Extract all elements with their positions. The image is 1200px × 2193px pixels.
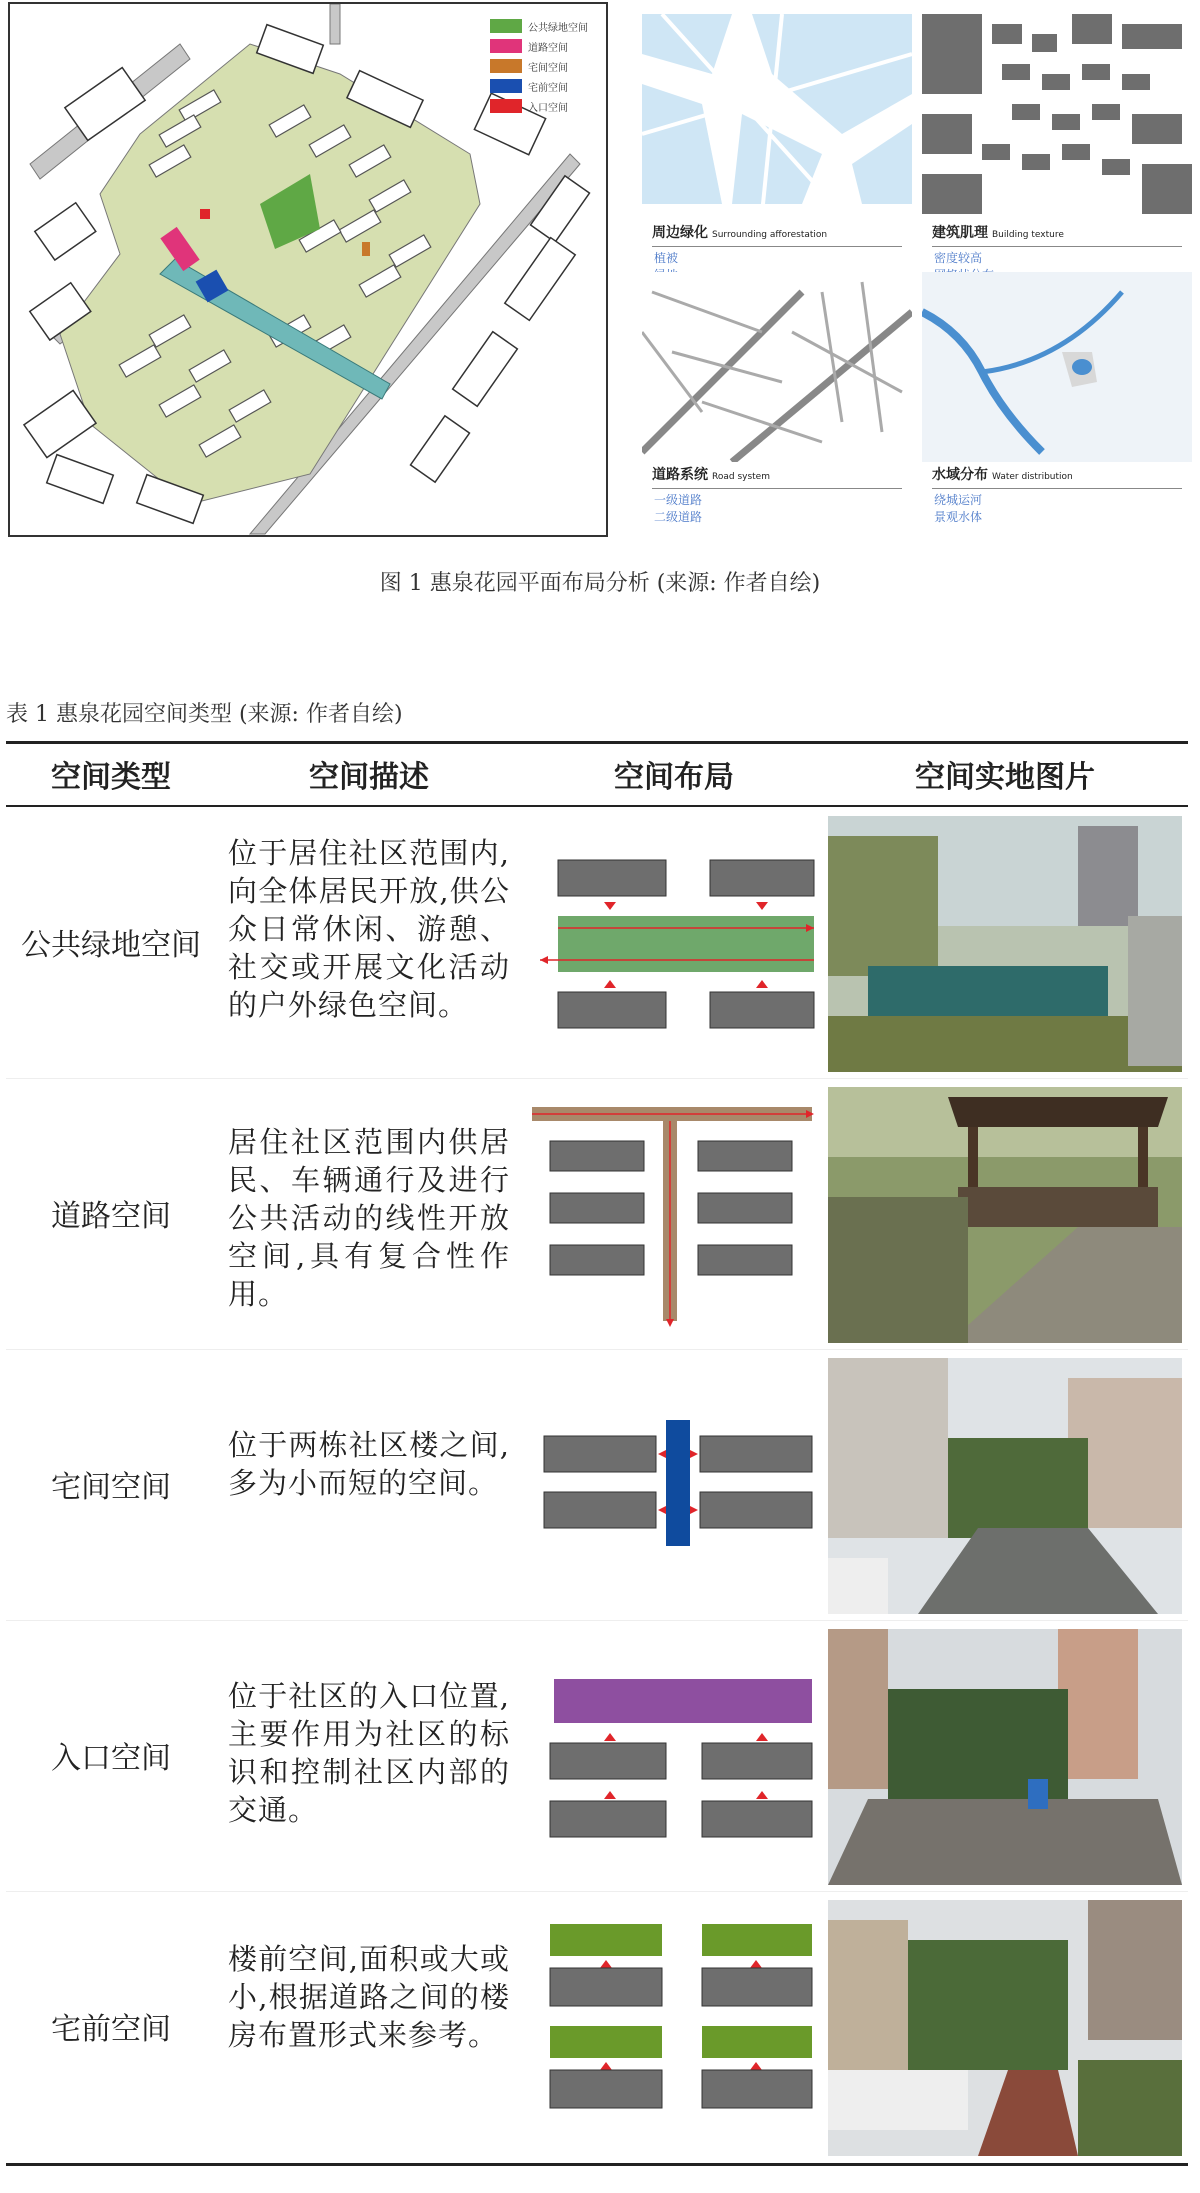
site-photo-road (828, 1087, 1182, 1343)
header-space-layout: 空间布局 (614, 760, 734, 795)
legend-item (490, 96, 588, 116)
legend-label: 宅前空间 (528, 82, 568, 94)
legend-label: 道路空间 (528, 42, 568, 54)
table-bottom-rule (6, 2163, 1188, 2166)
row-space-description: 位于居住社区范围内,向全体居民开放,供公众日常休闲、游憩、社交或开展文化活动的户外绿色空间。 (228, 836, 510, 1022)
road-system-map (642, 272, 912, 462)
panel-note: 二级道路 (654, 510, 703, 524)
legend-item (490, 76, 588, 96)
site-plan-map (8, 2, 608, 537)
row-space-description: 位于两栋社区楼之间,多为小而短的空间。 (228, 1428, 510, 1500)
panel-divider (932, 246, 1182, 247)
figure-caption: 图 1 惠泉花园平面布局分析 (来源: 作者自绘) (379, 571, 821, 596)
panel-title: 周边绿化 Surrounding afforestation (652, 225, 828, 241)
layout-diagram-front-of-building (530, 1902, 818, 2142)
panel-divider (652, 246, 902, 247)
legend-label: 公共绿地空间 (528, 22, 588, 34)
panel-note: 密度较高 (934, 251, 983, 265)
legend-item (490, 56, 588, 76)
row-divider (6, 1620, 1188, 1621)
site-photo-between-buildings (828, 1358, 1182, 1614)
legend-swatch (490, 19, 522, 33)
row-space-type: 入口空间 (51, 1741, 171, 1776)
panel-divider (932, 488, 1182, 489)
legend-swatch (490, 39, 522, 53)
layout-diagram-between-buildings (530, 1360, 818, 1600)
table-top-rule (6, 741, 1188, 744)
table-row (0, 1896, 1200, 2158)
panel-note: 植被 (654, 251, 679, 265)
panel-title: 水域分布 Water distribution (932, 467, 1073, 483)
row-space-type: 公共绿地空间 (21, 928, 201, 963)
legend-label: 入口空间 (528, 102, 568, 114)
panel-afforestation (642, 14, 912, 284)
legend-item (490, 36, 588, 56)
panel-notes (934, 492, 982, 526)
row-space-description: 楼前空间,面积或大或小,根据道路之间的楼房布置形式来参考。 (228, 1942, 510, 2052)
panel-title: 建筑肌理 Building texture (932, 225, 1064, 241)
table-row (0, 1625, 1200, 1887)
header-site-photo: 空间实地图片 (915, 760, 1095, 795)
header-space-description: 空间描述 (309, 760, 429, 795)
map-legend (490, 16, 588, 116)
layout-diagram-road (530, 1089, 818, 1329)
legend-swatch (490, 79, 522, 93)
table-row (0, 1083, 1200, 1345)
panel-building-texture (922, 14, 1192, 284)
table-header-rule (6, 805, 1188, 807)
panel-water-distribution (922, 272, 1192, 542)
site-photo-front-of-building (828, 1900, 1182, 2156)
panel-note: 一级道路 (654, 493, 703, 507)
legend-swatch (490, 59, 522, 73)
panel-title: 道路系统 Road system (652, 467, 770, 483)
water-distribution-map (922, 272, 1192, 462)
row-space-type: 宅间空间 (51, 1470, 171, 1505)
legend-item (490, 16, 588, 36)
afforestation-map (642, 14, 912, 214)
header-space-type: 空间类型 (51, 760, 171, 795)
site-photo-entrance (828, 1629, 1182, 1885)
row-space-description: 居住社区范围内供居民、车辆通行及进行公共活动的线性开放空间,具有复合性作用。 (228, 1125, 510, 1311)
legend-swatch (490, 99, 522, 113)
row-divider (6, 1891, 1188, 1892)
row-space-type: 道路空间 (51, 1199, 171, 1234)
layout-diagram-entrance (530, 1631, 818, 1871)
panel-note: 景观水体 (934, 510, 983, 524)
panel-note: 绕城运河 (934, 493, 983, 507)
legend-label: 宅间空间 (528, 62, 568, 74)
building-texture-map (922, 14, 1192, 214)
row-divider (6, 1349, 1188, 1350)
panel-road-system (642, 272, 912, 542)
layout-diagram-public-green (530, 818, 818, 1058)
table-row (0, 812, 1200, 1074)
panel-notes (654, 492, 702, 526)
table-row (0, 1354, 1200, 1616)
row-divider (6, 1078, 1188, 1079)
row-space-type: 宅前空间 (51, 2012, 171, 2047)
panel-divider (652, 488, 902, 489)
table-caption: 表 1 惠泉花园空间类型 (来源: 作者自绘) (6, 702, 403, 727)
row-space-description: 位于社区的入口位置,主要作用为社区的标识和控制社区内部的交通。 (228, 1679, 510, 1827)
site-photo-public-green (828, 816, 1182, 1072)
